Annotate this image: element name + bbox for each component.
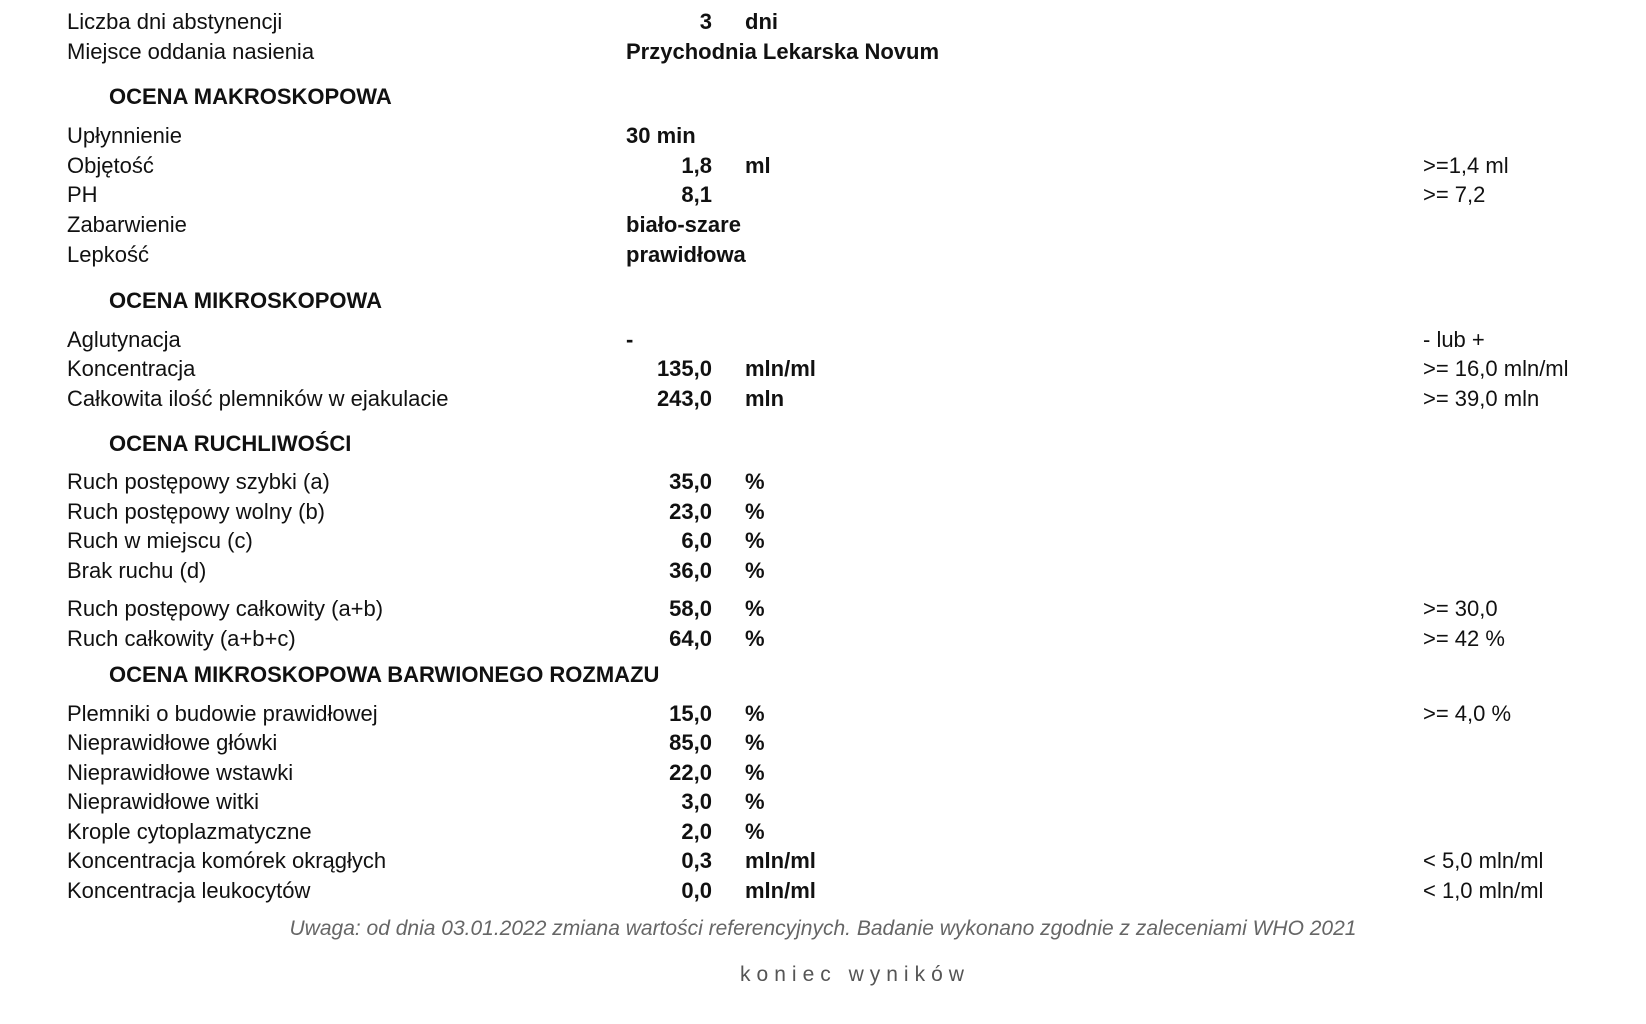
row-label: Upłynnienie [67,123,182,148]
row-value: 30 min [626,123,696,148]
row-reference: >= 4,0 % [1423,701,1512,726]
row-value: 35,0 [669,469,712,494]
section-title-smear: OCENA MIKROSKOPOWA BARWIONEGO ROZMAZU [109,662,660,687]
row-unit: % [745,789,765,814]
row-value: 3,0 [681,789,712,814]
row-value: Przychodnia Lekarska Novum [626,39,940,64]
row-label: PH [67,182,98,207]
row-unit: dni [745,9,778,34]
row-reference: >= 42 % [1423,626,1505,651]
row-viscosity [0,240,1646,270]
row-label: Koncentracja leukocytów [67,878,311,903]
row-reference: - lub + [1423,327,1485,352]
row-value: 1,8 [681,153,712,178]
row-value: 0,3 [681,848,712,873]
row-value: 0,0 [681,878,712,903]
row-cytoplasmic-droplets [0,817,1646,847]
row-label: Plemniki o budowie prawidłowej [67,701,378,726]
row-unit: % [745,558,765,583]
row-reference: >= 39,0 mln [1423,386,1540,411]
row-collection-place [0,37,1646,67]
row-leukocytes [0,876,1646,906]
row-total-count [0,384,1646,414]
row-label: Objętość [67,153,154,178]
row-label: Brak ruchu (d) [67,558,207,583]
row-volume [0,151,1646,181]
row-unit: % [745,469,765,494]
row-unit: % [745,701,765,726]
row-label: Koncentracja komórek okrągłych [67,848,387,873]
row-unit: % [745,730,765,755]
row-label: Koncentracja [67,356,196,381]
section-title-macro: OCENA MAKROSKOPOWA [109,84,392,109]
row-label: Nieprawidłowe główki [67,730,278,755]
row-label: Ruch postępowy szybki (a) [67,469,330,494]
row-unit: ml [745,153,771,178]
row-label: Lepkość [67,242,149,267]
row-label: Liczba dni abstynencji [67,9,283,34]
row-value: - [626,327,634,352]
row-unit: % [745,626,765,651]
row-value: 22,0 [669,760,712,785]
row-label: Miejsce oddania nasienia [67,39,315,64]
row-reference: >= 30,0 [1423,596,1498,621]
row-normal-morphology [0,699,1646,729]
row-unit: mln/ml [745,356,816,381]
row-unit: % [745,819,765,844]
section-title-motility: OCENA RUCHLIWOŚCI [109,431,352,456]
row-round-cells [0,846,1646,876]
row-reference: < 5,0 mln/ml [1423,848,1544,873]
row-label: Aglutynacja [67,327,181,352]
row-motility-c [0,526,1646,556]
row-label: Całkowita ilość plemników w ejakulacie [67,386,449,411]
row-value: 6,0 [681,528,712,553]
row-label: Nieprawidłowe witki [67,789,259,814]
row-value: 36,0 [669,558,712,583]
row-label: Ruch postępowy wolny (b) [67,499,326,524]
row-value: 64,0 [669,626,712,651]
row-concentration [0,354,1646,384]
row-value: prawidłowa [626,242,746,267]
row-unit: % [745,528,765,553]
row-abnormal-midpieces [0,758,1646,788]
end-of-results: koniec wyników [740,963,970,986]
row-abstinence-days [0,7,1646,37]
row-value: 135,0 [656,356,712,381]
row-reference: >=1,4 ml [1423,153,1509,178]
row-label: Ruch postępowy całkowity (a+b) [67,596,384,621]
row-motility-a [0,467,1646,497]
row-unit: % [745,760,765,785]
section-title-micro: OCENA MIKROSKOPOWA [109,288,382,313]
row-unit: mln/ml [745,878,816,903]
row-reference: >= 7,2 [1423,182,1486,207]
row-unit: mln [745,386,785,411]
row-value: 23,0 [669,499,712,524]
row-abnormal-tails [0,787,1646,817]
row-agglutination [0,325,1646,355]
row-liquefaction [0,121,1646,151]
row-reference: >= 16,0 mln/ml [1423,356,1569,381]
row-reference: < 1,0 mln/ml [1423,878,1544,903]
row-motility-abc [0,624,1646,654]
row-value: 58,0 [669,596,712,621]
row-motility-ab [0,594,1646,624]
row-value: 2,0 [681,819,712,844]
row-value: biało-szare [626,212,741,237]
row-abnormal-heads [0,728,1646,758]
row-value: 243,0 [656,386,712,411]
row-label: Zabarwienie [67,212,187,237]
row-value: 3 [699,9,712,34]
row-value: 85,0 [669,730,712,755]
row-value: 15,0 [669,701,712,726]
row-label: Krople cytoplazmatyczne [67,819,312,844]
row-label: Ruch całkowity (a+b+c) [67,626,296,651]
row-unit: mln/ml [745,848,816,873]
row-motility-b [0,497,1646,527]
row-motility-d [0,556,1646,586]
row-color [0,210,1646,240]
row-ph [0,180,1646,210]
row-value: 8,1 [681,182,712,207]
row-label: Nieprawidłowe wstawki [67,760,294,785]
row-unit: % [745,596,765,621]
row-unit: % [745,499,765,524]
reference-note: Uwaga: od dnia 03.01.2022 zmiana wartości referencyjnych. Badanie wykonano zgodnie z zaleceniami WHO 2021 [289,917,1357,940]
row-label: Ruch w miejscu (c) [67,528,253,553]
